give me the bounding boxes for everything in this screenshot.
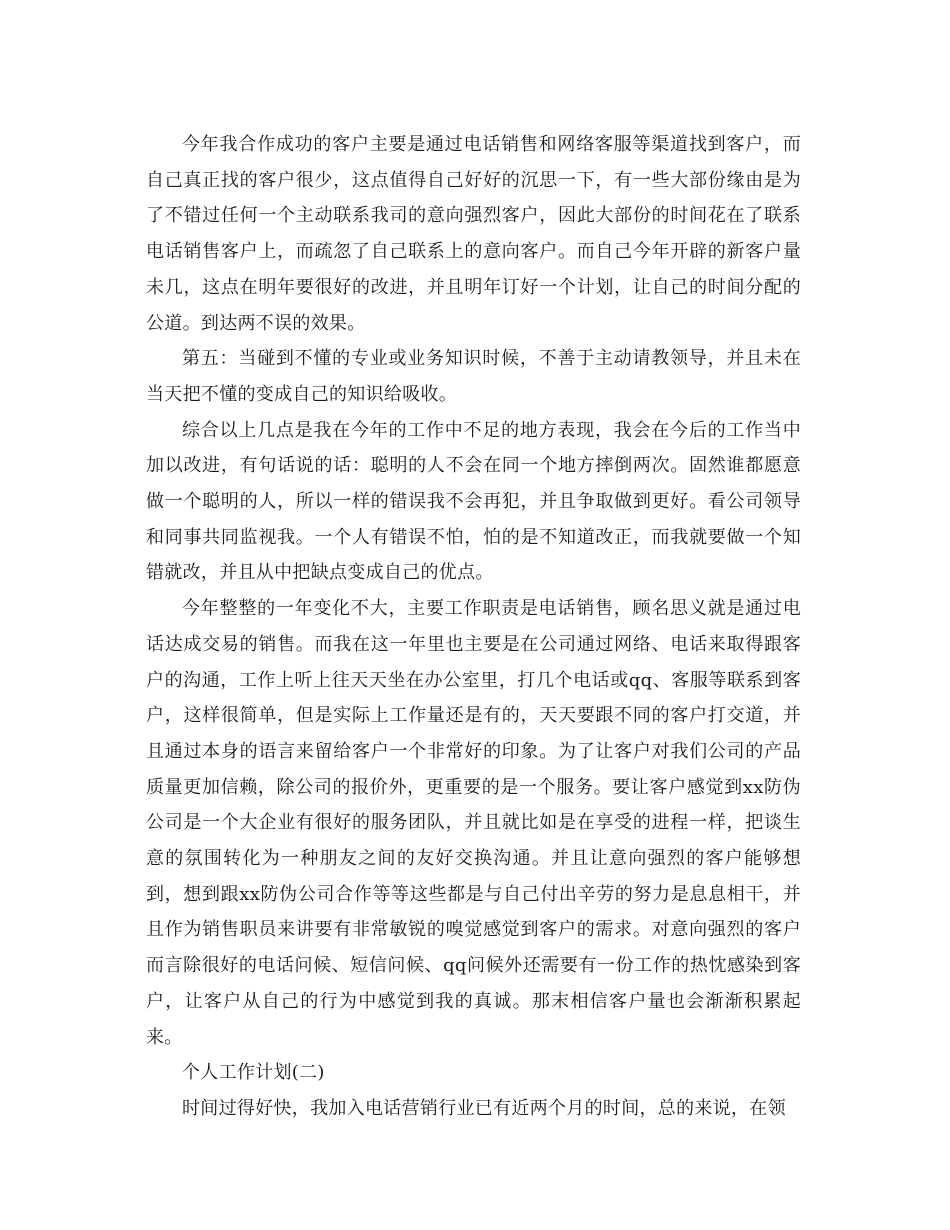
paragraph-summary-shortcomings: 综合以上几点是我在今年的工作中不足的地方表现，我会在今后的工作当中加以改进，有句话说的话：聪明的人不会在同一个地方摔倒两次。固然谁都愿意做一个聪明的人，所以一样的错误我不会再犯，并且争取做到更好。看公司领导和同事共同监视我。一个人有错误不怕，怕的是不知道改正，而我就要做一个知错就改，并且从中把缺点变成自己的优点。 [146, 419, 801, 584]
paragraph-year-review: 今年整整的一年变化不大，主要工作职责是电话销售，顾名思义就是通过电话达成交易的销售。而我在这一年里也主要是在公司通过网络、电话来取得跟客户的沟通，工作上听上往天天坐在办公室里，打几个电话或qq、客服等联系到客户，这样很简单，但是实际上工作量还是有的，天天要跟不同的客户打交道，并且通过本身的语言来留给客户一个非常好的印象。为了让客户对我们公司的产品质量更加信赖，除公司的报价外，更重要的是一个服务。要让客户感觉到xx防伪公司是一个大企业有很好的服务团队，并且就比如是在享受的进程一样，把谈生意的氛围转化为一种朋友之间的友好交换沟通。并且让意向强烈的客户能够想到，想到跟xx防伪公司合作等等这些都是与自己付出辛劳的努力是息息相干，并且作为销售职员来讲要有非常敏锐的嗅觉感觉到客户的需求。对意向强烈的客户而言除很好的电话问候、短信问候、qq问候外还需要有一份工作的热忱感染到客户，让客户从自己的行为中感觉到我的真诚。那末相信客户量也会渐渐积累起来。 [146, 598, 801, 1048]
paragraph-point-five: 第五：当碰到不懂的专业或业务知识时候，不善于主动请教领导，并且未在当天把不懂的变成自己的知识给吸收。 [146, 348, 801, 405]
document-body [146, 127, 801, 1127]
paragraph-customer-sources: 今年我合作成功的客户主要是通过电话销售和网络客服等渠道找到客户，而自己真正找的客户很少，这点值得自己好好的沉思一下，有一些大部份缘由是为了不错过任何一个主动联系我司的意向强烈客户，因此大部份的时间花在了联系电话销售客户上，而疏忽了自己联系上的意向客户。而自己今年开辟的新客户量未几，这点在明年要很好的改进，并且明年订好一个计划，让自己的时间分配的公道。到达两不误的效果。 [146, 134, 801, 334]
paragraph-plan-two-intro: 时间过得好快，我加入电话营销行业已有近两个月的时间，总的来说，在领 [182, 1097, 786, 1119]
section-heading-plan-two: 个人工作计划(二) [182, 1062, 325, 1084]
